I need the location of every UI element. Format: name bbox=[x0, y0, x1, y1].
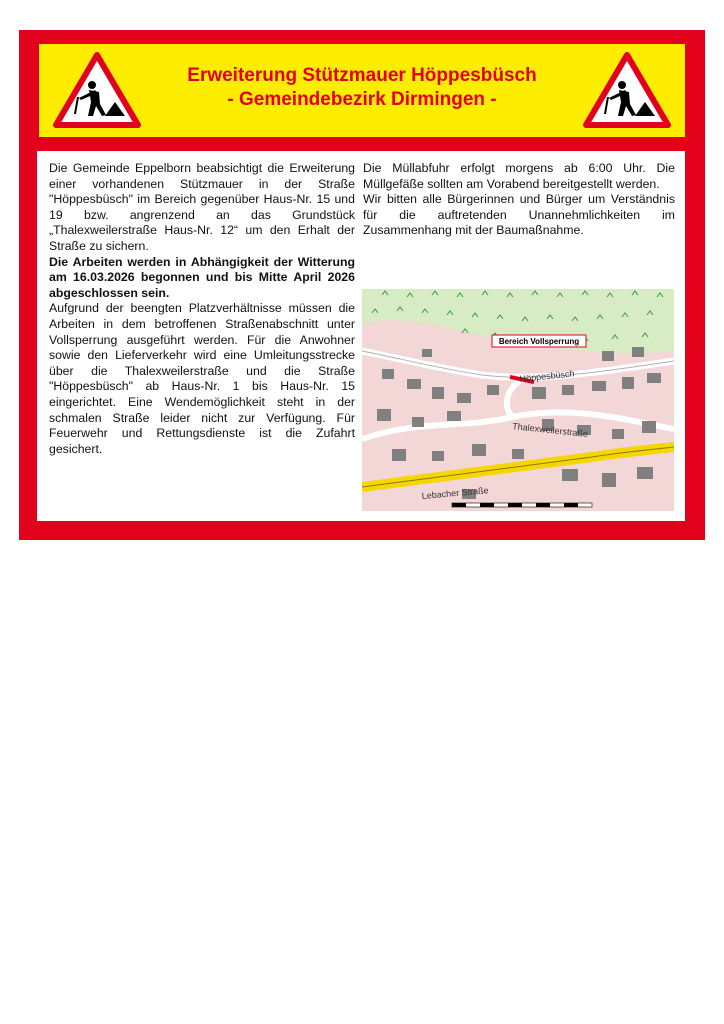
notice-frame bbox=[19, 30, 705, 540]
scale-bar bbox=[452, 503, 592, 507]
intro-paragraph: Die Gemeinde Eppelborn beabsichtigt die Erweiterung einer vorhandenen Stützmauer in der Straße "Höppesbüsch" im Bereich gegenüber Haus-Nr. 15 und 19 bzw. angrenzend an das Grundstück „Thalexweilerstraße Haus-Nr. 12“ um den Erhalt der Straße zu sichern. bbox=[49, 161, 355, 253]
left-column bbox=[49, 161, 355, 457]
right-column bbox=[363, 161, 675, 239]
schedule-paragraph: Die Arbeiten werden in Abhängigkeit der Witterung am 16.03.2026 begonnen und bis Mitte April 2026 abgeschlossen sein. bbox=[49, 254, 355, 300]
notice-content bbox=[37, 151, 685, 521]
detour-paragraph: Aufgrund der beengten Platzverhältnisse müssen die Arbeiten in dem betroffenen Straßenabschnitt unter Vollsperrung ausgeführt werden. Für die Anwohner sowie den Lieferverkehr wird eine Umleitungsstrecke über die Thalexweilerstraße und die Straße "Höppesbüsch" ab Haus-Nr. 1 bis Haus-Nr. 15 eingerichtet. Eine Wendemöglichkeit steht in der schmalen Straße leider nicht zur Verfügung. Für Feuerwehr und Rettungsdienste ist die Zufahrt gesichert. bbox=[49, 301, 355, 456]
title-line-1: Erweiterung Stützmauer Höppesbüsch bbox=[187, 65, 537, 86]
street-label-hoppesbusch: Höppesbüsch bbox=[519, 368, 575, 384]
roadworks-warning-sign-icon bbox=[583, 52, 671, 128]
title-line-2: - Gemeindebezirk Dirmingen - bbox=[227, 89, 497, 110]
street-label-lebacher: Lebacher Straße bbox=[421, 485, 489, 501]
apology-paragraph: Wir bitten alle Bürgerinnen und Bürger um Verständnis für die auftretenden Unannehmlichkeiten im Zusammenhang mit der Baumaßnahme. bbox=[363, 192, 675, 238]
notice-header bbox=[39, 44, 685, 137]
site-map bbox=[362, 289, 674, 511]
street-label-thalexweiler: Thalexweilerstraße bbox=[511, 421, 589, 439]
closure-label: Bereich Vollsperrung bbox=[498, 337, 580, 346]
waste-collection-paragraph: Die Müllabfuhr erfolgt morgens ab 6:00 Uhr. Die Müllgefäße sollten am Vorabend bereitgestellt werden. bbox=[363, 161, 675, 191]
roadworks-warning-sign-icon bbox=[53, 52, 141, 128]
page-title bbox=[159, 64, 565, 112]
